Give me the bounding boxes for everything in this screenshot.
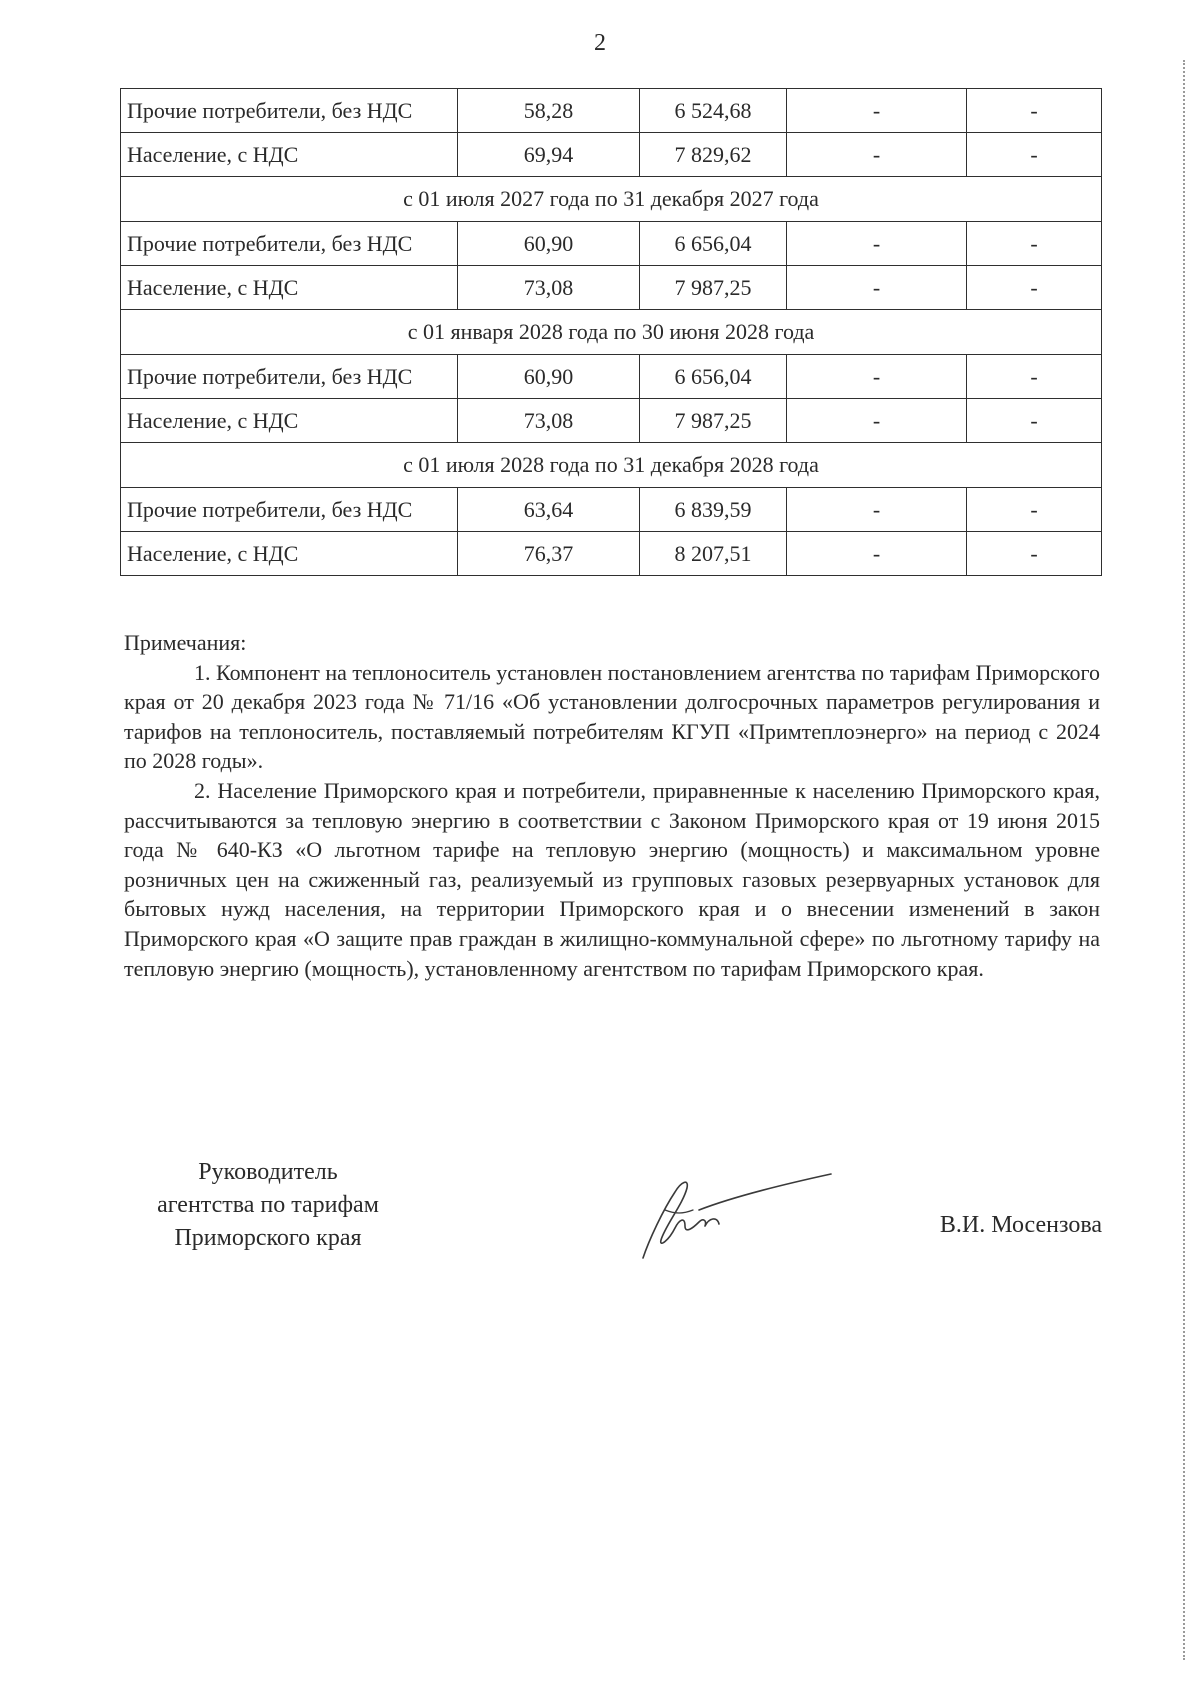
period-header-row bbox=[121, 177, 1102, 222]
value-cell: 60,90 bbox=[458, 222, 640, 266]
signer-name: В.И. Мосензова bbox=[939, 1212, 1102, 1238]
value-cell: - bbox=[787, 133, 967, 177]
position-line: Руководитель bbox=[198, 1159, 338, 1185]
table-row bbox=[121, 133, 1102, 177]
value-cell: - bbox=[967, 532, 1102, 576]
value-cell: - bbox=[967, 355, 1102, 399]
value-cell: 7 987,25 bbox=[640, 266, 787, 310]
value-cell: 7 987,25 bbox=[640, 399, 787, 443]
position-line: агентства по тарифам bbox=[157, 1192, 379, 1218]
table-row bbox=[121, 89, 1102, 133]
value-cell: - bbox=[787, 222, 967, 266]
period-header: с 01 июля 2028 года по 31 декабря 2028 года bbox=[121, 443, 1102, 488]
period-header: с 01 июля 2027 года по 31 декабря 2027 года bbox=[121, 177, 1102, 222]
value-cell: 6 656,04 bbox=[640, 355, 787, 399]
scan-edge-line bbox=[1183, 60, 1185, 1660]
value-cell: - bbox=[967, 266, 1102, 310]
handwritten-signature bbox=[635, 1170, 835, 1265]
notes-section bbox=[124, 628, 1100, 983]
value-cell: - bbox=[967, 488, 1102, 532]
page-number: 2 bbox=[594, 30, 606, 56]
value-cell: - bbox=[787, 266, 967, 310]
table-row bbox=[121, 266, 1102, 310]
value-cell: 8 207,51 bbox=[640, 532, 787, 576]
signatory-position bbox=[118, 1156, 418, 1255]
period-header-row bbox=[121, 310, 1102, 355]
value-cell: - bbox=[967, 399, 1102, 443]
table-row bbox=[121, 488, 1102, 532]
value-cell: 60,90 bbox=[458, 355, 640, 399]
value-cell: 6 839,59 bbox=[640, 488, 787, 532]
value-cell: 6 656,04 bbox=[640, 222, 787, 266]
value-cell: 63,64 bbox=[458, 488, 640, 532]
consumer-cell: Прочие потребители, без НДС bbox=[121, 488, 458, 532]
note-item: 2. Население Приморского края и потребители, приравненные к населению Приморского края, рассчитываются за тепловую энергию в соответствии с Законом Приморского края от 19 июня 2015 года № 640-КЗ «О льготном тарифе на тепловую энергию (мощность) и максимальном уровне розничных цен на сжиженный газ, реализуемый из групповых газовых резервуарных установок для бытовых нужд населения, на территории Приморского края и о внесении изменений в закон Приморского края «О защите прав граждан в жилищно-коммунальной сфере» по льготному тарифу на тепловую энергию (мощность), установленному агентством по тарифам Приморского края. bbox=[124, 777, 1100, 981]
value-cell: - bbox=[967, 133, 1102, 177]
value-cell: - bbox=[787, 488, 967, 532]
table-row bbox=[121, 532, 1102, 576]
value-cell: 73,08 bbox=[458, 399, 640, 443]
table-row bbox=[121, 222, 1102, 266]
period-header-row bbox=[121, 443, 1102, 488]
value-cell: 7 829,62 bbox=[640, 133, 787, 177]
consumer-cell: Прочие потребители, без НДС bbox=[121, 89, 458, 133]
consumer-cell: Прочие потребители, без НДС bbox=[121, 222, 458, 266]
consumer-cell: Население, с НДС bbox=[121, 133, 458, 177]
consumer-cell: Население, с НДС bbox=[121, 266, 458, 310]
tariff-table bbox=[120, 88, 1102, 576]
value-cell: - bbox=[787, 89, 967, 133]
value-cell: - bbox=[787, 355, 967, 399]
period-header: с 01 января 2028 года по 30 июня 2028 года bbox=[121, 310, 1102, 355]
table-row bbox=[121, 355, 1102, 399]
note-item: 1. Компонент на теплоноситель установлен постановлением агентства по тарифам Приморского края от 20 декабря 2023 года № 71/16 «Об установлении долгосрочных параметров регулирования и тарифов на теплоноситель, поставляемый потребителям КГУП «Примтеплоэнерго» на период с 2024 по 2028 годы». bbox=[124, 659, 1100, 774]
value-cell: 58,28 bbox=[458, 89, 640, 133]
consumer-cell: Прочие потребители, без НДС bbox=[121, 355, 458, 399]
consumer-cell: Население, с НДС bbox=[121, 532, 458, 576]
value-cell: - bbox=[967, 89, 1102, 133]
value-cell: 73,08 bbox=[458, 266, 640, 310]
value-cell: 69,94 bbox=[458, 133, 640, 177]
value-cell: - bbox=[787, 532, 967, 576]
value-cell: 6 524,68 bbox=[640, 89, 787, 133]
position-line: Приморского края bbox=[174, 1225, 362, 1251]
value-cell: 76,37 bbox=[458, 532, 640, 576]
consumer-cell: Население, с НДС bbox=[121, 399, 458, 443]
value-cell: - bbox=[787, 399, 967, 443]
table-row bbox=[121, 399, 1102, 443]
value-cell: - bbox=[967, 222, 1102, 266]
notes-title: Примечания: bbox=[124, 630, 247, 655]
